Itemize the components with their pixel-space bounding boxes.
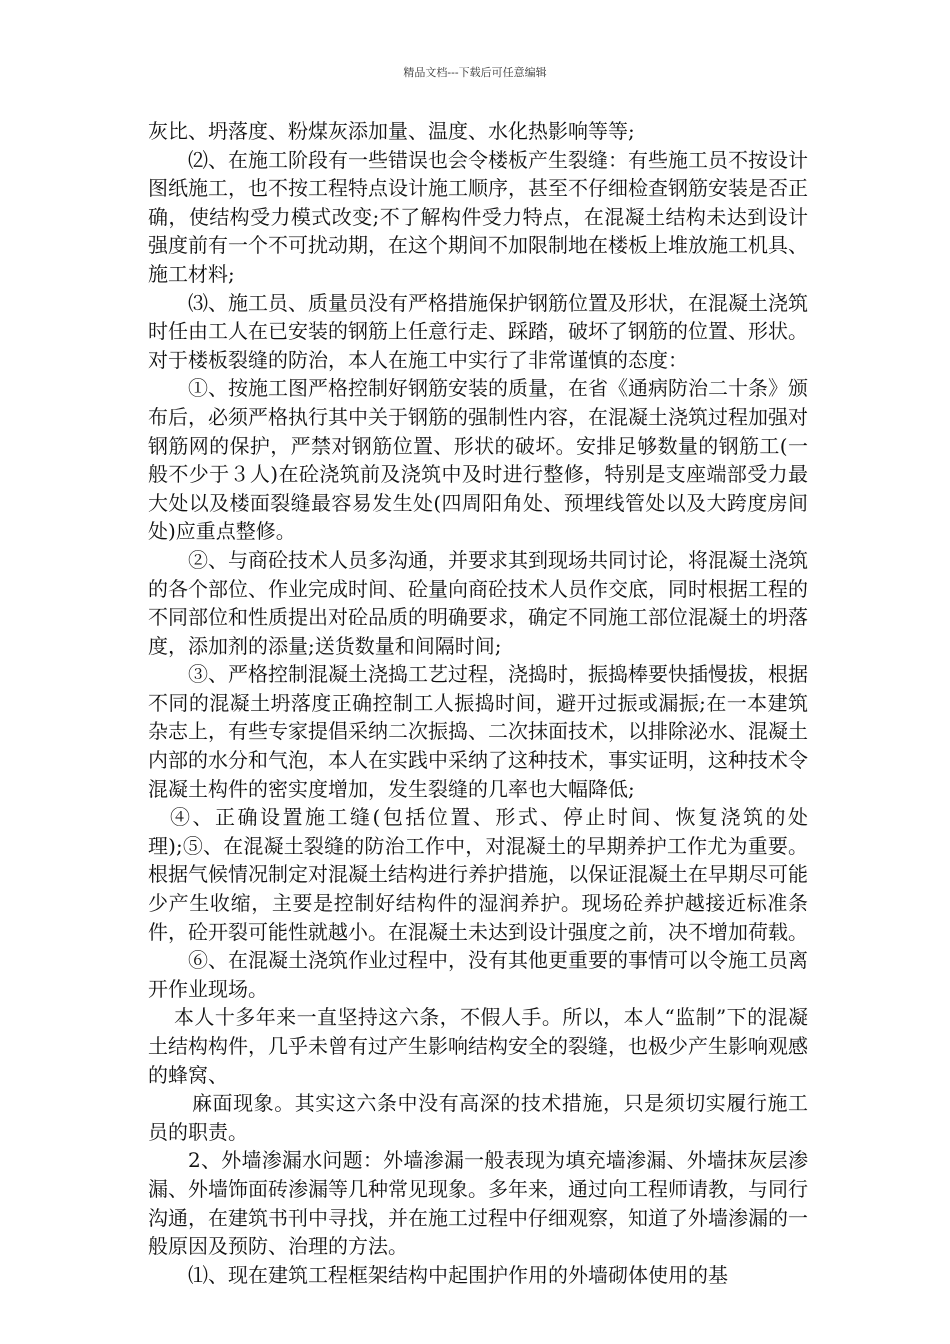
- paragraph: 本人十多年来一直坚持这六条，不假人手。所以，本人“监制”下的混凝土结构构件，几乎未曾有过产生影响结构安全的裂缝，也极少产生影响观感的蜂窝、: [148, 1005, 808, 1087]
- document-body: [148, 117, 808, 1289]
- paragraph: ③、严格控制混凝土浇捣工艺过程，浇捣时，振捣棒要快插慢拔，根据不同的混凝土坍落度正确控制工人振捣时间，避开过振或漏振;在一本建筑杂志上，有些专家提倡采纳二次振捣、二次抹面技术，以排除泌水、混凝土内部的水分和气泡，本人在实践中采纳了这种技术，事实证明，这种技术令混凝土构件的密实度增加，发生裂缝的几率也大幅降低;: [148, 662, 808, 801]
- paragraph: ⑵、在施工阶段有一些错误也会令楼板产生裂缝：有些施工员不按设计图纸施工，也不按工程特点设计施工顺序，甚至不仔细检查钢筋安装是否正确，使结构受力模式改变;不了解构件受力特点，在混凝土结构未达到设计强度前有一个不可扰动期，在这个期间不加限制地在楼板上堆放施工机具、施工材料;: [148, 147, 808, 286]
- paragraph: 麻面现象。其实这六条中没有高深的技术措施，只是须切实履行施工员的职责。: [148, 1091, 808, 1144]
- page-header: 精品文档---下载后可任意编辑: [403, 66, 547, 79]
- paragraph: ④、正确设置施工缝(包括位置、形式、停止时间、恢复浇筑的处理);⑤、在混凝土裂缝的防治工作中，对混凝土的早期养护工作尤为重要。根据气候情况制定对混凝土结构进行养护措施，以保证混凝土在早期尽可能少产生收缩，主要是控制好结构件的湿润养护。现场砼养护越接近标准条件，砼开裂可能性就越小。在混凝土未达到设计强度之前，决不增加荷载。: [148, 805, 808, 944]
- paragraph: 灰比、坍落度、粉煤灰添加量、温度、水化热影响等等;: [148, 119, 635, 143]
- paragraph: ①、按施工图严格控制好钢筋安装的质量，在省《通病防治二十条》颁布后，必须严格执行其中关于钢筋的强制性内容，在混凝土浇筑过程加强对钢筋网的保护，严禁对钢筋位置、形状的破坏。安排足够数量的钢筋工(一般不少于３人)在砼浇筑前及浇筑中及时进行整修，特别是支座端部受力最大处以及楼面裂缝最容易发生处(四周阳角处、预埋线管处以及大跨度房间处)应重点整修。: [148, 376, 808, 544]
- paragraph: ②、与商砼技术人员多沟通，并要求其到现场共同讨论，将混凝土浇筑的各个部位、作业完成时间、砼量向商砼技术人员作交底，同时根据工程的不同部位和性质提出对砼品质的明确要求，确定不同施工部位混凝土的坍落度，添加剂的添量;送货数量和间隔时间;: [148, 547, 808, 658]
- paragraph: ⑥、在混凝土浇筑作业过程中，没有其他更重要的事情可以令施工员离开作业现场。: [148, 948, 808, 1001]
- paragraph: ⑴、现在建筑工程框架结构中起围护作用的外墙砌体使用的基: [188, 1262, 728, 1287]
- paragraph: 2、外墙渗漏水问题：外墙渗漏一般表现为填充墙渗漏、外墙抹灰层渗漏、外墙饰面砖渗漏等几种常见现象。多年来，通过向工程师请教，与同行沟通，在建筑书刊中寻找，并在施工过程中仔细观察，知道了外墙渗漏的一般原因及预防、治理的方法。: [148, 1148, 808, 1259]
- paragraph: ⑶、施工员、质量员没有严格措施保护钢筋位置及形状，在混凝土浇筑时任由工人在已安装的钢筋上任意行走、踩踏，破坏了钢筋的位置、形状。对于楼板裂缝的防治，本人在施工中实行了非常谨慎的态度：: [148, 290, 808, 372]
